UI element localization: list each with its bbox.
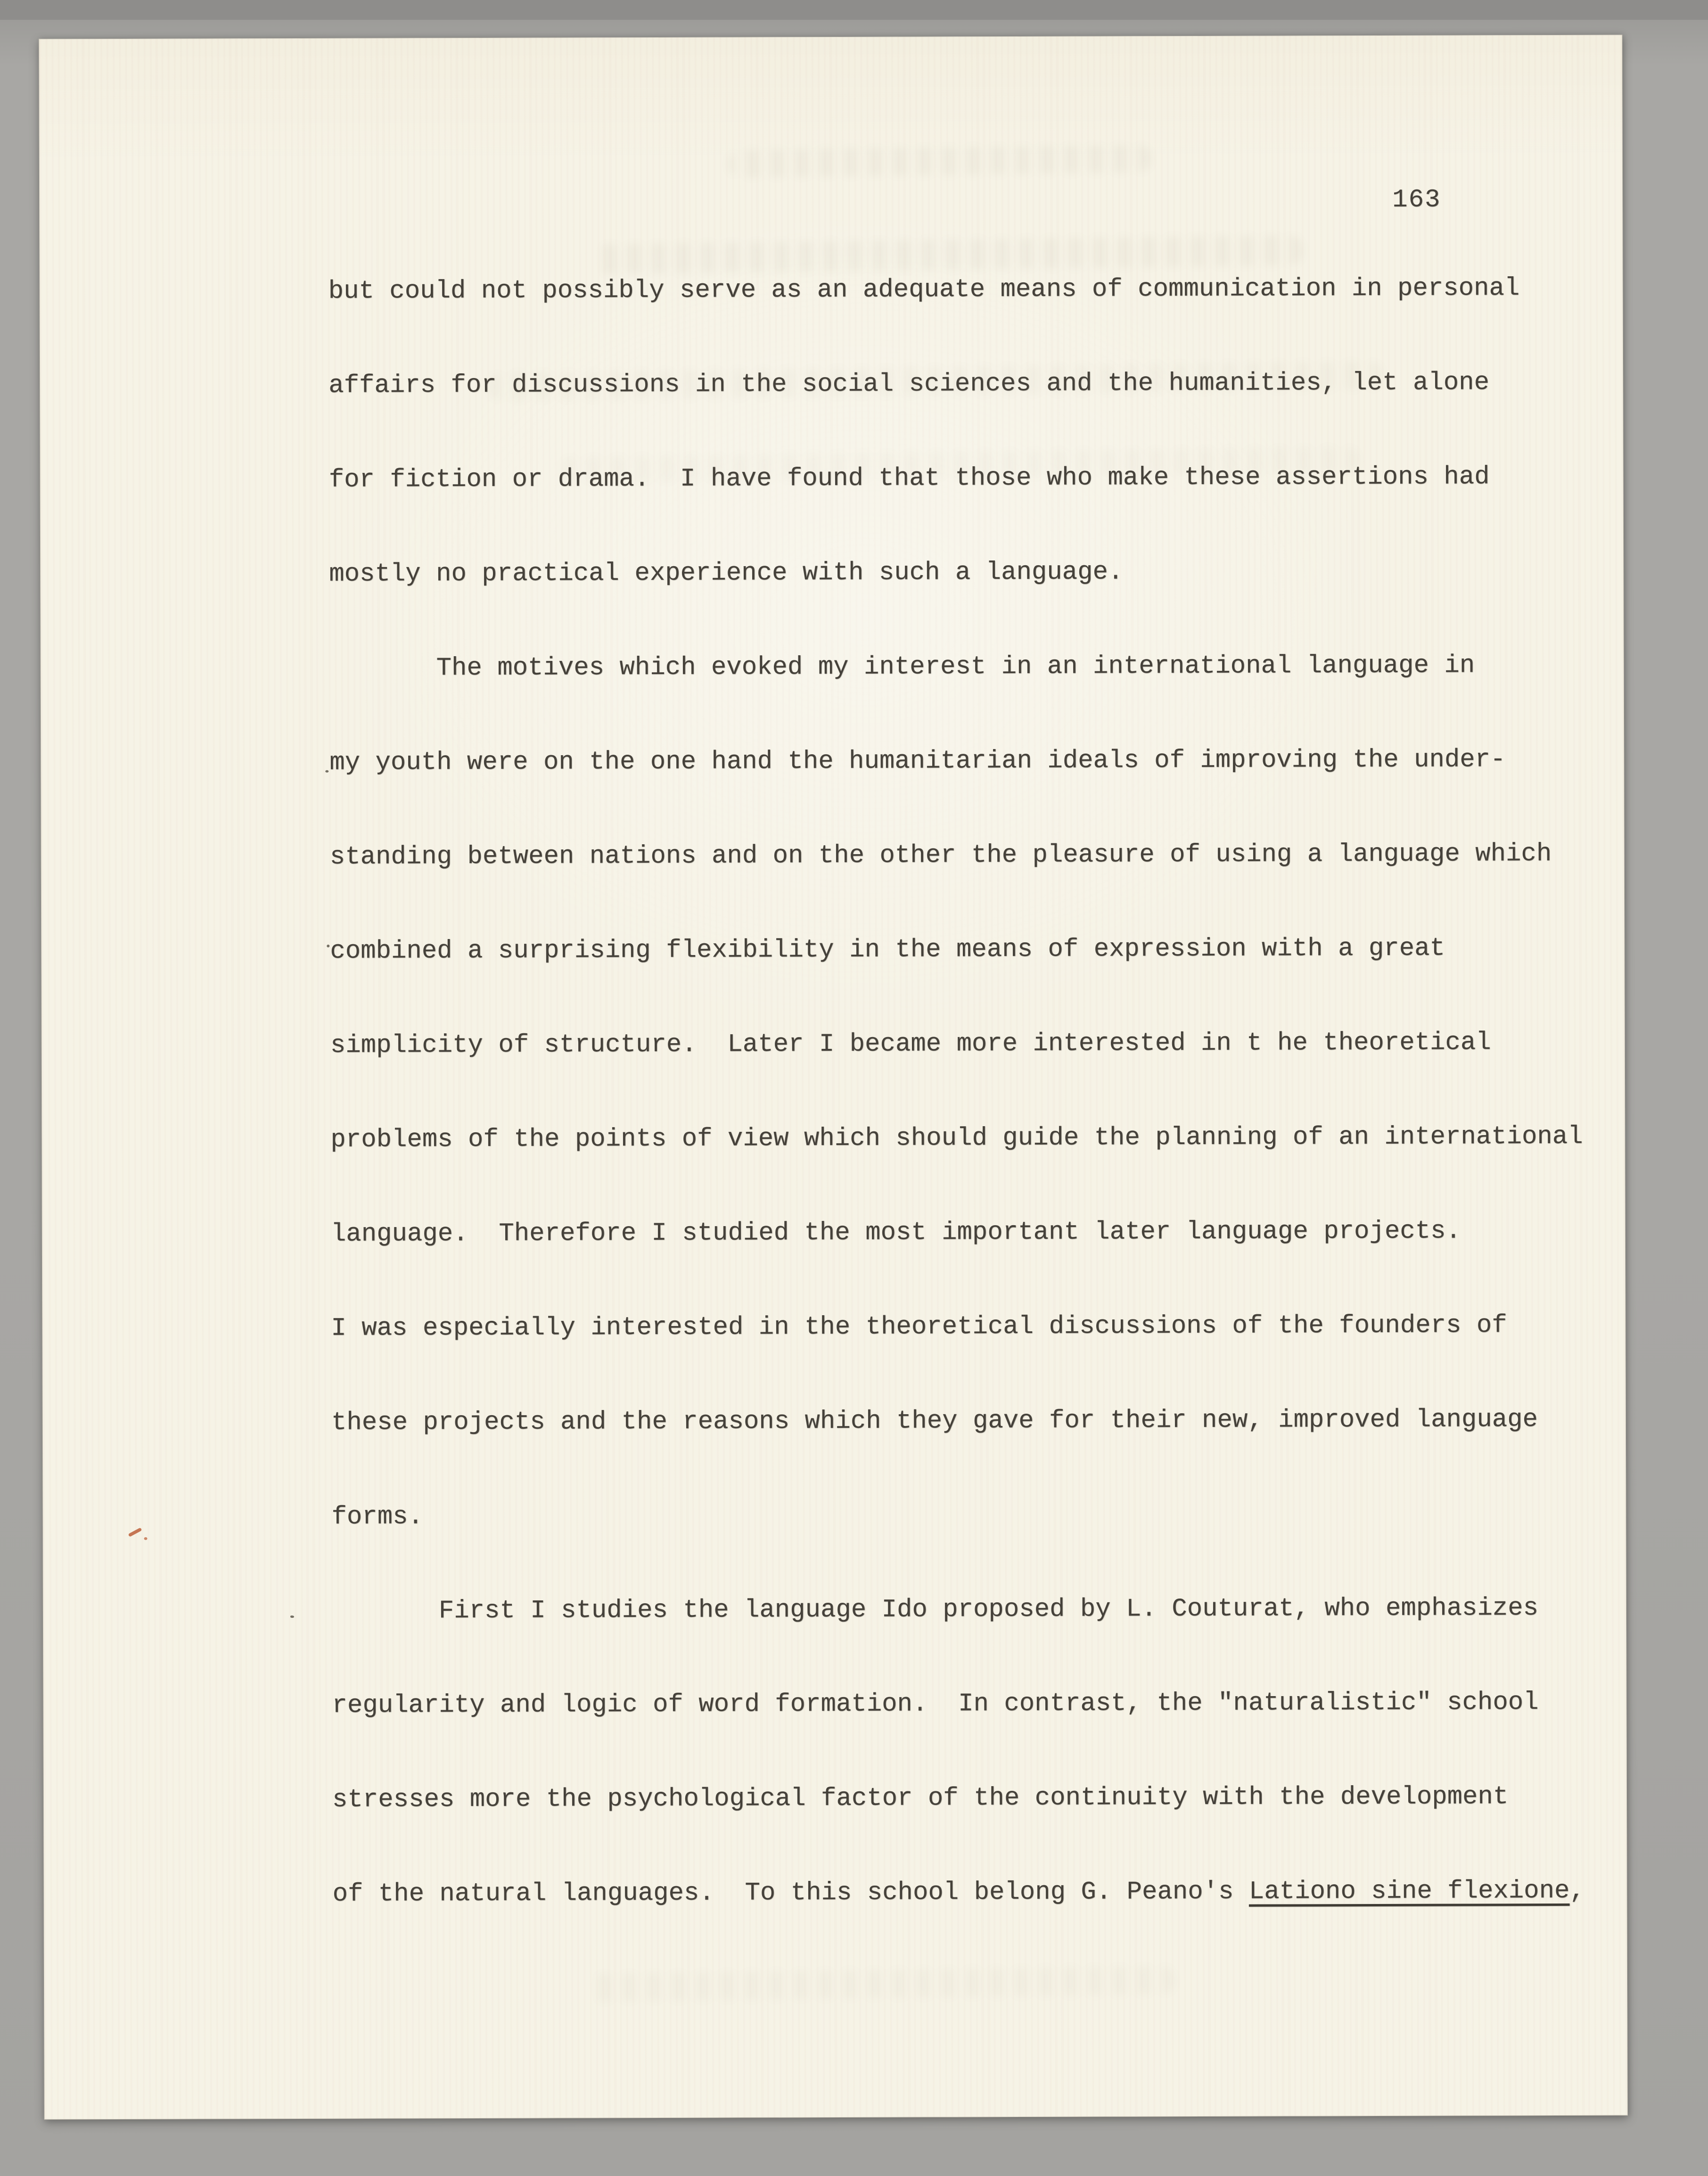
typed-text-segment: of the natural languages. To this school belong G. Peano's <box>332 1877 1249 1909</box>
underlined-language-title: Lationo sine flexione <box>1248 1876 1570 1906</box>
bleed-through-smudge <box>586 1966 1176 2002</box>
typed-line: forms. <box>331 1502 423 1532</box>
typed-line-final <box>332 1844 1648 1941</box>
page-number: 163 <box>1392 185 1441 214</box>
typed-line: standing between nations and on the other the pleasure of using a language which <box>329 840 1552 872</box>
margin-mark-dot <box>144 1537 148 1540</box>
typed-line: mostly no practical experience with such a language. <box>329 558 1124 589</box>
typed-line: stresses more the psychological factor of the continuity with the development <box>332 1782 1509 1814</box>
typed-line: but could not possibly serve as an adequate means of communication in personal <box>328 274 1520 306</box>
typed-line: I was especially interested in the theoretical discussions of the founders of <box>331 1311 1507 1343</box>
typed-line: The motives which evoked my interest in an international language in <box>329 651 1475 683</box>
typed-line: these projects and the reasons which they gave for their new, improved language <box>331 1405 1538 1437</box>
document-page <box>39 35 1628 2120</box>
margin-mark <box>128 1527 142 1537</box>
typed-line: language. Therefore I studied the most important later language projects. <box>330 1217 1461 1249</box>
ink-speck <box>327 945 329 948</box>
typed-line: combined a surprising flexibility in the means of expression with a great <box>330 934 1445 966</box>
typed-text-segment: , <box>1569 1876 1585 1905</box>
typed-line: simplicity of structure. Later I became more interested in t he theoretical <box>330 1028 1491 1060</box>
typed-text-block <box>328 241 1647 1941</box>
scanner-edge-shadow <box>0 0 1708 20</box>
typed-line: problems of the points of view which should guide the planning of an international <box>330 1122 1583 1154</box>
ink-speck <box>325 770 328 773</box>
typed-line: my youth were on the one hand the humanitarian ideals of improving the under- <box>329 745 1506 777</box>
typed-line: regularity and logic of word formation. In contrast, the "naturalistic" school <box>332 1688 1539 1720</box>
ink-speck <box>290 1616 294 1618</box>
typed-line: affairs for discussions in the social sciences and the humanities, let alone <box>328 368 1490 400</box>
typed-line: for fiction or drama. I have found that those who make these assertions had <box>328 462 1490 495</box>
bleed-through-smudge <box>728 145 1152 178</box>
typed-line: First I studies the language Ido proposed by L. Couturat, who emphasizes <box>331 1594 1539 1626</box>
